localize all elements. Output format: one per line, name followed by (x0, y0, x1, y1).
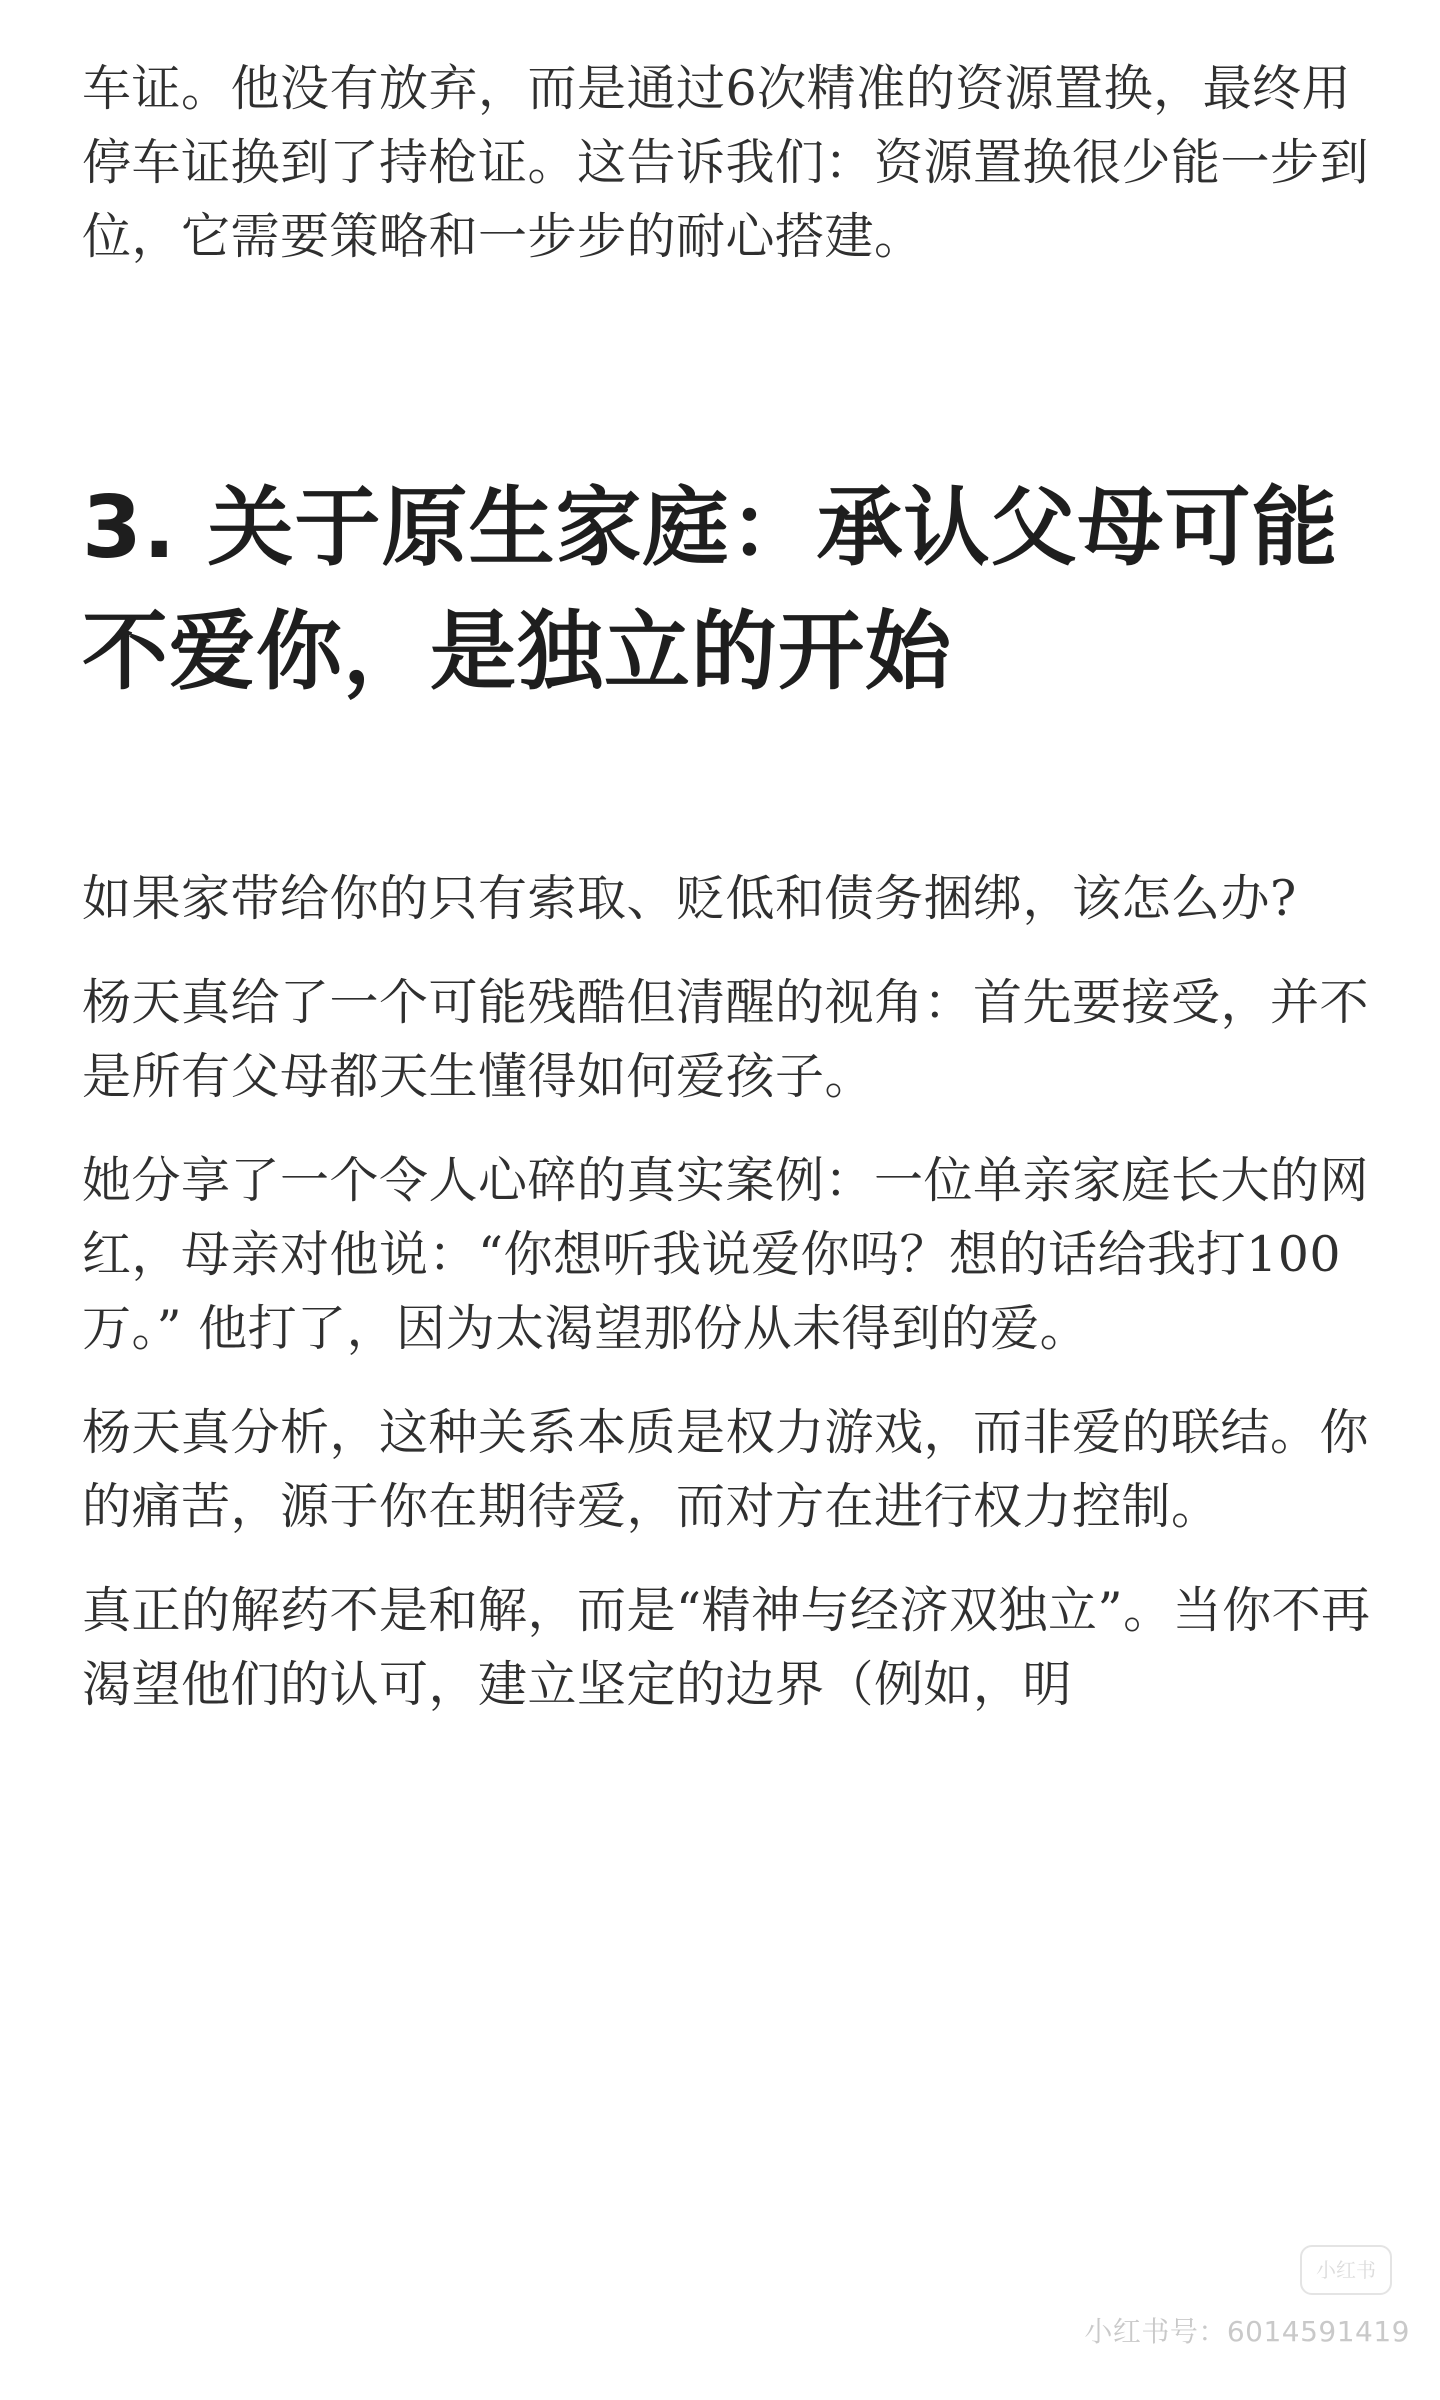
paragraph-case-story: 她分享了一个令人心碎的真实案例：一位单亲家庭长大的网红，母亲对他说：“你想听我说爱你吗？想的话给我打100万。” 他打了，因为太渴望那份从未得到的爱。 (82, 1152, 1370, 1357)
paragraph-analysis: 杨天真分析，这种关系本质是权力游戏，而非爱的联结。你的痛苦，源于你在期待爱，而对方在进行权力控制。 (82, 1404, 1370, 1535)
paragraph-resource-exchange: 车证。他没有放弃，而是通过6次精准的资源置换，最终用停车证换到了持枪证。这告诉我们：资源置换很少能一步到位，它需要策略和一步步的耐心搭建。 (82, 60, 1370, 265)
section-heading-family: 3. 关于原生家庭：承认父母可能不爱你，是独立的开始 (82, 478, 1339, 702)
watermark-account-id: 小红书号：6014591419 (1084, 2315, 1410, 2348)
watermark-logo: 小红书 (1300, 2245, 1392, 2295)
paragraph-family-question: 如果家带给你的只有索取、贬低和债务捆绑，该怎么办? (82, 870, 1297, 927)
paragraph-solution: 真正的解药不是和解，而是“精神与经济双独立”。当你不再渴望他们的认可，建立坚定的边界（例如，明 (82, 1582, 1371, 1713)
paragraph-perspective: 杨天真给了一个可能残酷但清醒的视角：首先要接受，并不是所有父母都天生懂得如何爱孩子。 (82, 974, 1370, 1105)
article-body (82, 52, 1372, 1722)
